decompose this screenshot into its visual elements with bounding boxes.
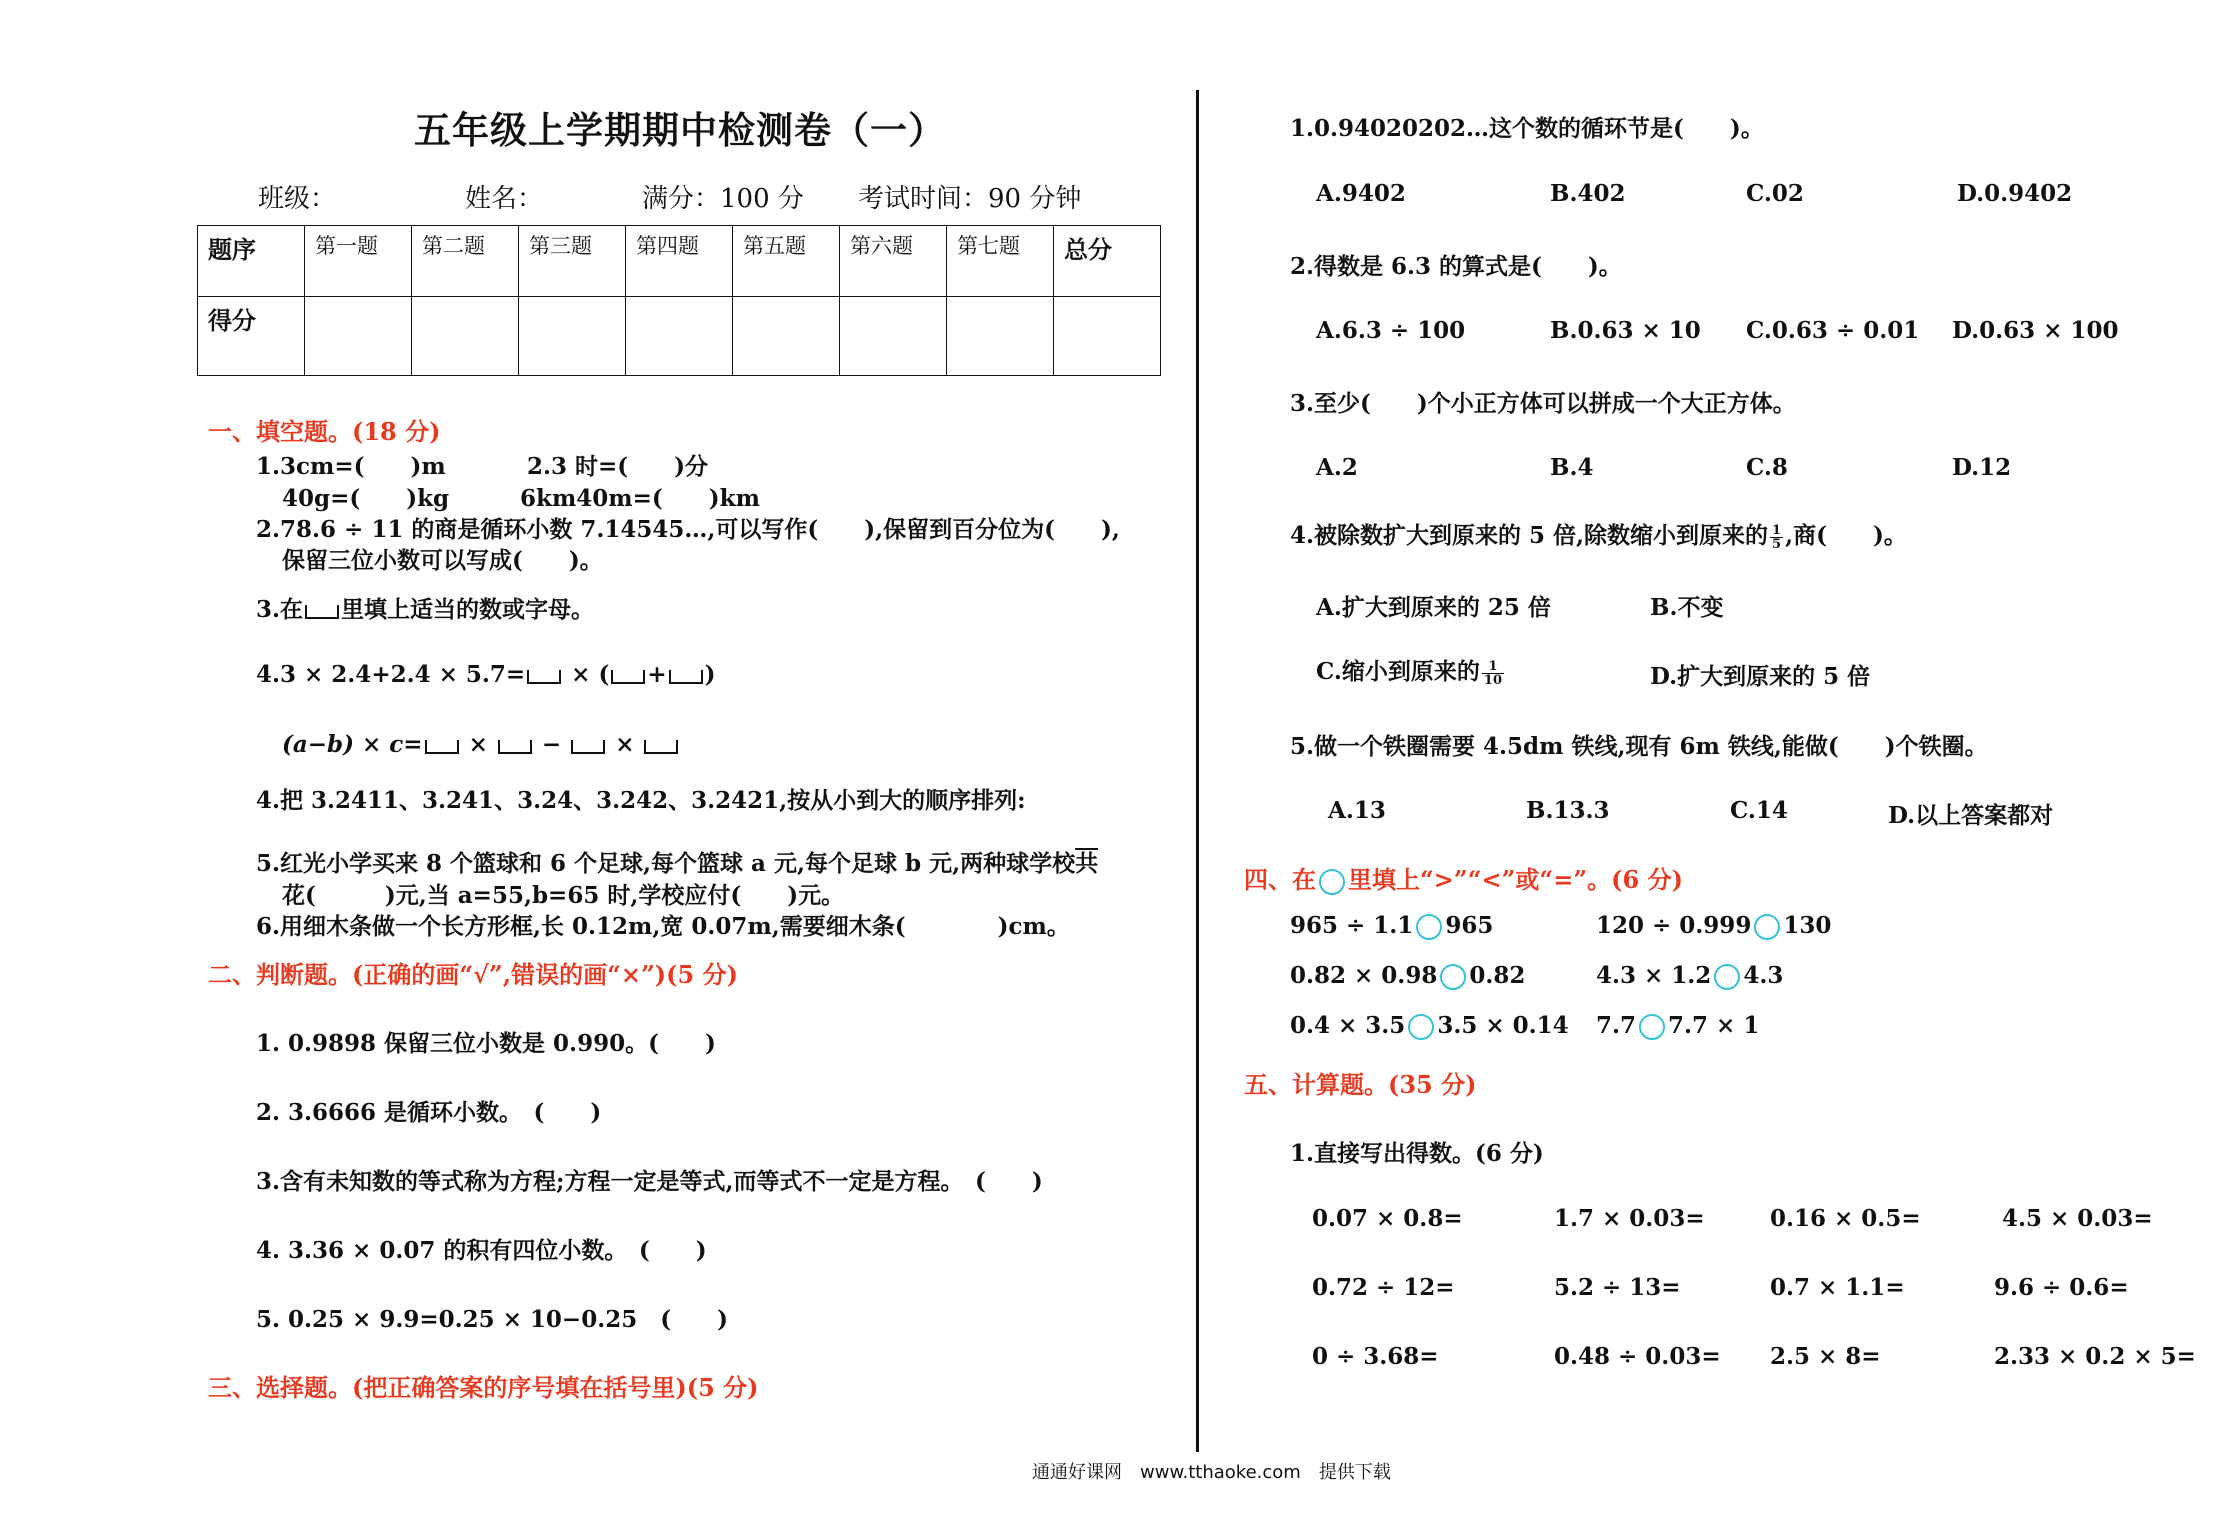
s4-item-2 bbox=[1596, 912, 1831, 940]
blank-box bbox=[305, 605, 339, 619]
s4-left: 0.82 × 0.98 bbox=[1290, 962, 1438, 989]
table-header: 第四题 bbox=[626, 226, 733, 297]
s2-item-4: 4. 3.36 × 0.07 的积有四位小数。 ( ) bbox=[256, 1237, 707, 1264]
s3-q5-opt-c: C.14 bbox=[1730, 797, 1788, 824]
table-header: 第七题 bbox=[947, 226, 1054, 297]
table-header: 第六题 bbox=[840, 226, 947, 297]
s1-q1c: 40g=( )kg bbox=[282, 485, 450, 512]
s1-q6a-pre: 5.红光小学买来 8 个篮球和 6 个足球,每个篮球 a 元,每个足球 b 元,两种球学校 bbox=[256, 850, 1076, 877]
calc-item: 2.5 × 8= bbox=[1770, 1343, 1881, 1370]
s1-q4b-op3: × bbox=[607, 731, 643, 758]
calc-item: 0.48 ÷ 0.03= bbox=[1554, 1343, 1721, 1370]
calc-item: 9.6 ÷ 0.6= bbox=[1994, 1274, 2129, 1301]
calc-item: 0.16 × 0.5= bbox=[1770, 1205, 1921, 1232]
s3-q3-opt-d: D.12 bbox=[1952, 454, 2012, 481]
s1-q3-pre: 3.在 bbox=[256, 596, 304, 623]
s2-item-1: 1. 0.9898 保留三位小数是 0.990。( ) bbox=[256, 1030, 716, 1057]
fraction bbox=[1770, 524, 1783, 551]
s1-q4b-op1: × bbox=[460, 731, 496, 758]
footer: 通通好课网 www.tthaoke.com 提供下载 bbox=[1032, 1462, 1391, 1483]
score-cell[interactable] bbox=[412, 297, 519, 376]
s5-sub1: 1.直接写出得数。(6 分) bbox=[1290, 1140, 1544, 1167]
full-score: 满分：100 分 bbox=[642, 184, 804, 214]
s3-q3-opt-b: B.4 bbox=[1550, 454, 1594, 481]
s1-q1a: 1.3cm=( )m bbox=[256, 453, 446, 480]
s4-left: 120 ÷ 0.999 bbox=[1596, 912, 1752, 939]
s3-q4 bbox=[1290, 517, 1907, 551]
s3-q3-opt-c: C.8 bbox=[1746, 454, 1788, 481]
score-row-label: 得分 bbox=[198, 297, 305, 376]
s1-q1b: 2.3 时=( )分 bbox=[527, 453, 709, 480]
name-label: 姓名： bbox=[465, 184, 544, 214]
compare-circle[interactable] bbox=[1408, 1014, 1434, 1040]
section1-title: 一、填空题。(18 分) bbox=[208, 417, 441, 446]
s3-q4-opt-a: A.扩大到原来的 25 倍 bbox=[1316, 594, 1551, 621]
s3-q3-opt-a: A.2 bbox=[1316, 454, 1358, 481]
s4-left: 965 ÷ 1.1 bbox=[1290, 912, 1414, 939]
score-cell[interactable] bbox=[305, 297, 412, 376]
table-header: 第二题 bbox=[412, 226, 519, 297]
blank-box[interactable] bbox=[644, 740, 678, 754]
s3-q5: 5.做一个铁圈需要 4.5dm 铁线,现有 6m 铁线,能做( )个铁圈。 bbox=[1290, 733, 1988, 760]
fraction-numerator: 1 bbox=[1482, 660, 1504, 674]
s3-q2-opt-a: A.6.3 ÷ 100 bbox=[1316, 317, 1466, 344]
s1-q3-post: 里填上适当的数或字母。 bbox=[341, 596, 595, 623]
s4-left: 4.3 × 1.2 bbox=[1596, 962, 1712, 989]
s1-q5: 4.把 3.2411、3.241、3.24、3.242、3.2421,按从小到大的顺序排列: bbox=[256, 787, 1026, 814]
s3-q4-opt-d: D.扩大到原来的 5 倍 bbox=[1650, 663, 1871, 690]
table-header: 第五题 bbox=[733, 226, 840, 297]
calc-item: 0.7 × 1.1= bbox=[1770, 1274, 1905, 1301]
score-cell[interactable] bbox=[626, 297, 733, 376]
s3-q3: 3.至少( )个小正方体可以拼成一个大正方体。 bbox=[1290, 390, 1796, 417]
s4-right: 0.82 bbox=[1469, 962, 1526, 989]
fraction bbox=[1482, 660, 1504, 687]
score-cell[interactable] bbox=[733, 297, 840, 376]
s3-q1-opt-c: C.02 bbox=[1746, 180, 1804, 207]
s3-q5-opt-d: D.以上答案都对 bbox=[1888, 802, 2054, 829]
s1-q2a: 2.78.6 ÷ 11 的商是循环小数 7.14545…,可以写作( ),保留到百分位为( ), bbox=[256, 516, 1120, 543]
section4-title-pre: 四、在 bbox=[1244, 865, 1316, 894]
exam-time: 考试时间：90 分钟 bbox=[858, 184, 1082, 214]
s1-q1d: 6km40m=( )km bbox=[520, 485, 760, 512]
s3-q1-opt-b: B.402 bbox=[1550, 180, 1626, 207]
blank-box[interactable] bbox=[571, 740, 605, 754]
score-cell[interactable] bbox=[840, 297, 947, 376]
section2-title: 二、判断题。(正确的画“√”,错误的画“×”)(5 分) bbox=[208, 960, 738, 989]
s2-item-5: 5. 0.25 × 9.9=0.25 × 10−0.25 ( ) bbox=[256, 1306, 728, 1333]
s1-q4a-pre: 4.3 × 2.4+2.4 × 5.7= bbox=[256, 661, 526, 688]
section3-title: 三、选择题。(把正确答案的序号填在括号里)(5 分) bbox=[208, 1373, 759, 1402]
s3-q5-opt-b: B.13.3 bbox=[1526, 797, 1610, 824]
blank-box[interactable] bbox=[669, 670, 703, 684]
s1-q4a-mid2: + bbox=[647, 661, 667, 688]
s3-q1: 1.0.94020202…这个数的循环节是( )。 bbox=[1290, 115, 1764, 142]
column-divider bbox=[1196, 90, 1199, 1452]
s3-q4-opt-c-text: C.缩小到原来的 bbox=[1316, 658, 1480, 685]
score-cell[interactable] bbox=[519, 297, 626, 376]
s4-right: 965 bbox=[1445, 912, 1494, 939]
s1-q7: 6.用细木条做一个长方形框,长 0.12m,宽 0.07m,需要细木条( )cm。 bbox=[256, 913, 1070, 940]
s3-q2-opt-b: B.0.63 × 10 bbox=[1550, 317, 1701, 344]
s3-q4-opt-c bbox=[1316, 653, 1506, 687]
table-header: 题序 bbox=[198, 226, 305, 297]
s4-item-5 bbox=[1290, 1012, 1569, 1040]
s2-item-2: 2. 3.6666 是循环小数。 ( ) bbox=[256, 1099, 602, 1126]
calc-item: 0 ÷ 3.68= bbox=[1312, 1343, 1439, 1370]
s3-q5-opt-a: A.13 bbox=[1328, 797, 1386, 824]
s1-q4a-mid1: × ( bbox=[563, 661, 610, 688]
class-label: 班级： bbox=[258, 184, 337, 214]
s3-q1-opt-d: D.0.9402 bbox=[1957, 180, 2073, 207]
calc-item: 2.33 × 0.2 × 5= bbox=[1994, 1343, 2196, 1370]
s3-q4-post: ,商( )。 bbox=[1785, 522, 1907, 549]
s1-q4b-pre: (a−b) × c= bbox=[282, 731, 423, 758]
blank-box[interactable] bbox=[498, 740, 532, 754]
calc-item: 0.72 ÷ 12= bbox=[1312, 1274, 1455, 1301]
circle-blank-icon bbox=[1319, 869, 1345, 895]
s1-q6a bbox=[256, 845, 1098, 878]
compare-circle[interactable] bbox=[1440, 964, 1466, 990]
blank-box[interactable] bbox=[611, 670, 645, 684]
s4-right: 4.3 bbox=[1743, 962, 1784, 989]
page-title: 五年级上学期期中检测卷（一） bbox=[414, 108, 946, 152]
s4-item-4 bbox=[1596, 962, 1783, 990]
s3-q4-pre: 4.被除数扩大到原来的 5 倍,除数缩小到原来的 bbox=[1290, 522, 1769, 549]
s4-item-3 bbox=[1290, 962, 1525, 990]
s1-q4b-op2: − bbox=[533, 731, 570, 758]
section4-title bbox=[1244, 860, 1683, 895]
calc-item: 1.7 × 0.03= bbox=[1554, 1205, 1705, 1232]
section5-title: 五、计算题。(35 分) bbox=[1244, 1070, 1477, 1099]
blank-box[interactable] bbox=[425, 740, 459, 754]
calc-item: 0.07 × 0.8= bbox=[1312, 1205, 1463, 1232]
s1-q4b bbox=[282, 731, 680, 758]
calc-item: 4.5 × 0.03= bbox=[2002, 1205, 2153, 1232]
s1-q4a bbox=[256, 661, 716, 688]
s1-q6b: 花( )元,当 a=55,b=65 时,学校应付( )元。 bbox=[282, 882, 845, 909]
s3-q1-opt-a: A.9402 bbox=[1316, 180, 1406, 207]
table-header: 第一题 bbox=[305, 226, 412, 297]
compare-circle[interactable] bbox=[1416, 914, 1442, 940]
s3-q2-opt-d: D.0.63 × 100 bbox=[1952, 317, 2119, 344]
s4-right: 7.7 × 1 bbox=[1668, 1012, 1760, 1039]
compare-circle[interactable] bbox=[1639, 1014, 1665, 1040]
s4-item-6 bbox=[1596, 1012, 1759, 1040]
compare-circle[interactable] bbox=[1754, 914, 1780, 940]
s1-q2b: 保留三位小数可以写成( )。 bbox=[282, 547, 603, 574]
s4-right: 130 bbox=[1783, 912, 1832, 939]
s3-q2: 2.得数是 6.3 的算式是( )。 bbox=[1290, 253, 1622, 280]
fraction-denominator: 5 bbox=[1772, 536, 1782, 552]
s4-item-1 bbox=[1290, 912, 1493, 940]
score-table bbox=[197, 225, 1161, 376]
s3-q4-opt-b: B.不变 bbox=[1650, 594, 1724, 621]
s1-q4a-end: ) bbox=[704, 661, 716, 688]
compare-circle[interactable] bbox=[1714, 964, 1740, 990]
table-header: 总分 bbox=[1054, 226, 1161, 297]
s4-left: 0.4 × 3.5 bbox=[1290, 1012, 1406, 1039]
table-header: 第三题 bbox=[519, 226, 626, 297]
section4-title-post: 里填上“>”“<”或“=”。(6 分) bbox=[1348, 865, 1683, 894]
s4-right: 3.5 × 0.14 bbox=[1437, 1012, 1569, 1039]
calc-item: 5.2 ÷ 13= bbox=[1554, 1274, 1681, 1301]
s1-q3 bbox=[256, 591, 594, 624]
score-cell[interactable] bbox=[947, 297, 1054, 376]
s2-item-3: 3.含有未知数的等式称为方程;方程一定是等式,而等式不一定是方程。 ( ) bbox=[256, 1168, 1043, 1195]
score-cell[interactable] bbox=[1054, 297, 1161, 376]
fraction-denominator: 10 bbox=[1483, 672, 1503, 688]
s4-left: 7.7 bbox=[1596, 1012, 1637, 1039]
blank-box[interactable] bbox=[527, 670, 561, 684]
s3-q2-opt-c: C.0.63 ÷ 0.01 bbox=[1746, 317, 1920, 344]
fraction-numerator: 1 bbox=[1772, 522, 1782, 538]
s1-q6a-tail: 共 bbox=[1075, 850, 1099, 877]
